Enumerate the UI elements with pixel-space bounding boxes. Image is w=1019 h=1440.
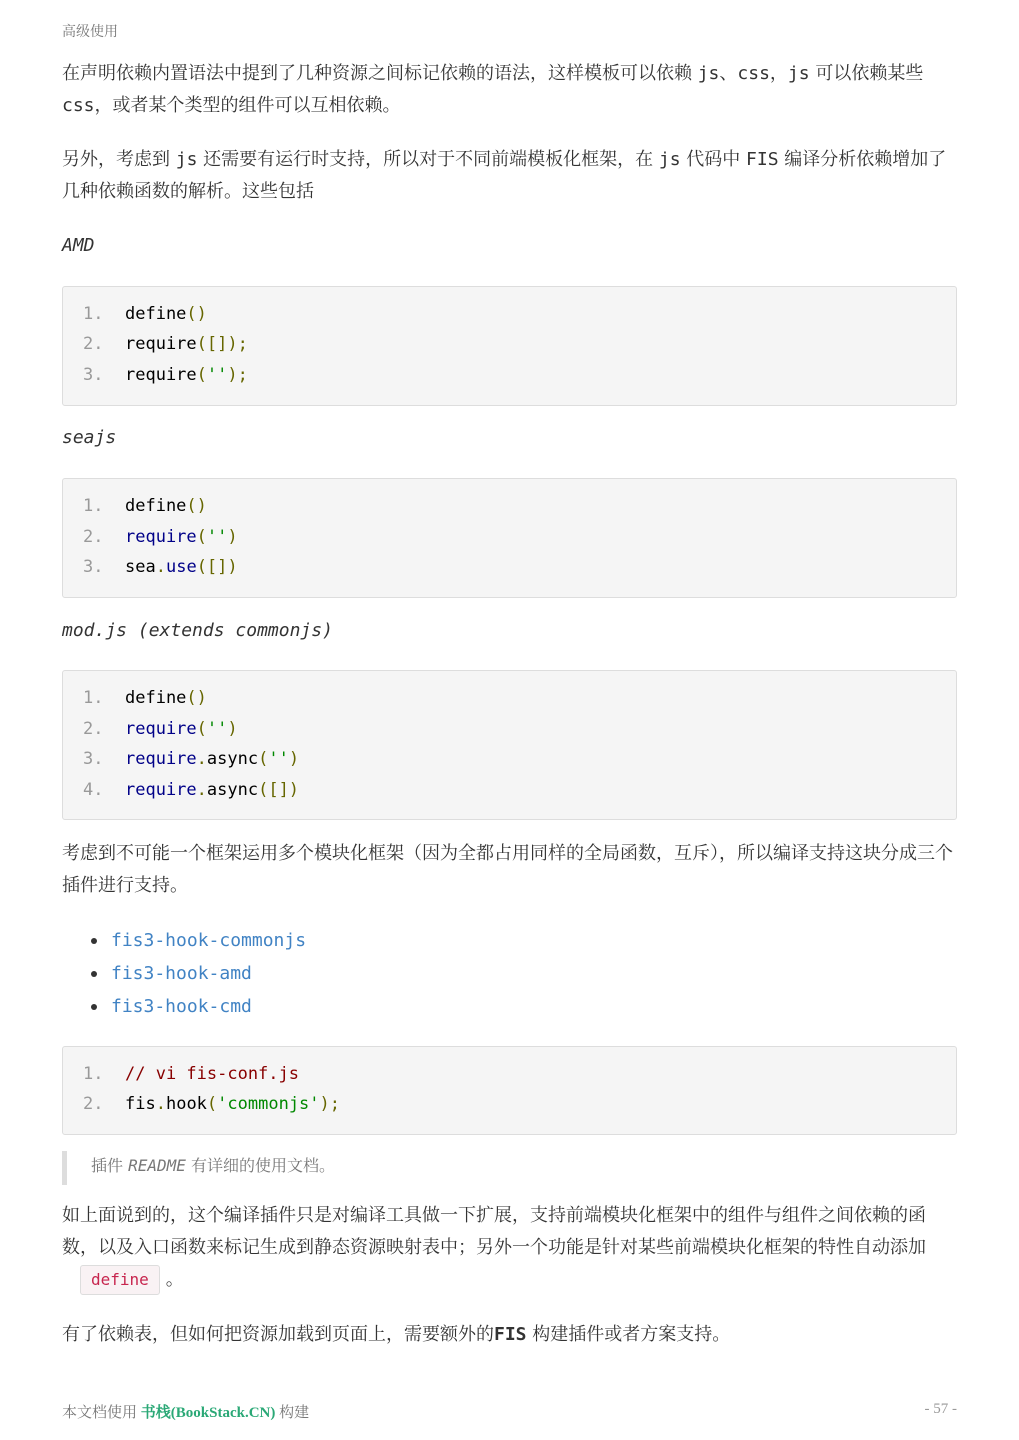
paragraph-plugin-function: 如上面说到的，这个编译插件只是对编译工具做一下扩展，支持前端模块化框架中的组件与组件之间依赖的函数，以及入口函数来标记生成到静态资源映射表中；另外一个功能是针对某些前端模块化框架的特性自动添加define 。: [62, 1200, 957, 1296]
code-block-modjs: 1. define() 2. require('') 3. require.async('') 4. require.async([]): [62, 670, 957, 820]
page-number: - 57 -: [924, 1401, 957, 1417]
label-amd: AMD: [62, 235, 95, 256]
label-seajs: seajs: [62, 427, 117, 448]
plugin-link-commonjs[interactable]: fis3-hook-commonjs: [90, 924, 306, 957]
paragraph-plugins-intro: 考虑到不可能一个框架运用多个模块化框架（因为全都占用同样的全局函数，互斥），所以编译支持这块分成三个插件进行支持。: [62, 843, 953, 896]
code-block-seajs: 1. define() 2. require('') 3. sea.use([]): [62, 478, 957, 598]
paragraph-loading: 有了依赖表，但如何把资源加载到页面上，需要额外的FIS 构建插件或者方案支持。: [62, 1324, 731, 1345]
plugin-link-amd[interactable]: fis3-hook-amd: [90, 957, 306, 990]
paragraph-dependency-syntax: 在声明依赖内置语法中提到了几种资源之间标记依赖的语法，这样模板可以依赖 js、css，js 可以依赖某些 css，或者某个类型的组件可以互相依赖。: [62, 63, 924, 116]
plugin-link-cmd[interactable]: fis3-hook-cmd: [90, 990, 306, 1023]
footer-credit: 本文档使用 书栈(BookStack.CN) 构建: [62, 1405, 310, 1421]
paragraph-runtime-support: 另外，考虑到 js 还需要有运行时支持，所以对于不同前端模板化框架，在 js 代码中 FIS 编译分析依赖增加了几种依赖函数的解析。这些包括: [62, 149, 947, 202]
page-header-title: 高级使用: [62, 24, 118, 40]
plugin-list: [90, 924, 306, 1023]
label-modjs: mod.js (extends commonjs): [62, 620, 333, 641]
code-block-fis-conf: 1. // vi fis-conf.js 2. fis.hook('commonjs');: [62, 1046, 957, 1135]
inline-code-define: define: [80, 1265, 160, 1295]
bookstack-link[interactable]: 书栈(BookStack.CN): [140, 1405, 276, 1421]
code-block-amd: 1. define() 2. require([]); 3. require('');: [62, 286, 957, 406]
readme-blockquote: 插件 README 有详细的使用文档。: [62, 1151, 335, 1185]
